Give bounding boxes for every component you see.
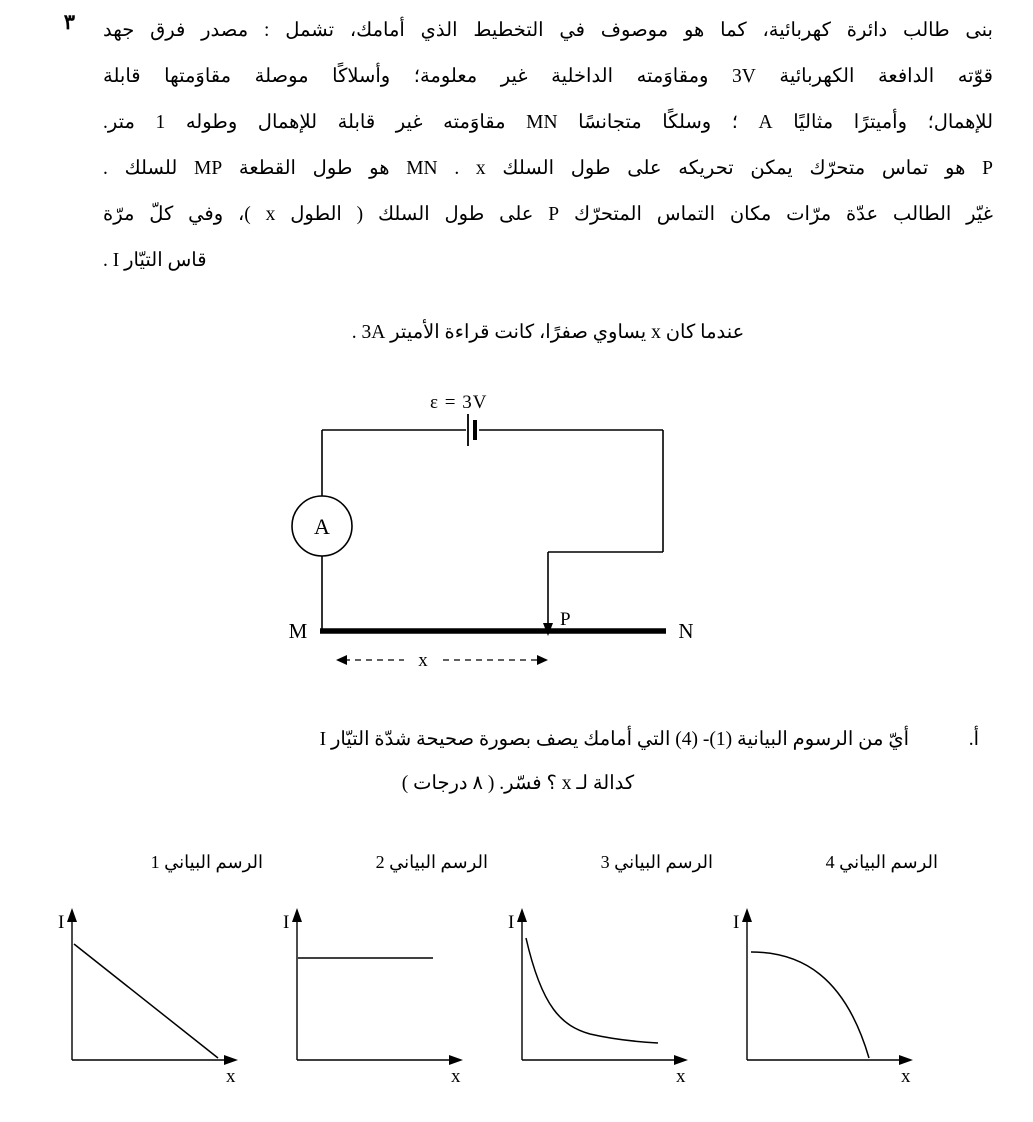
emf-label: ε = 3V <box>430 392 488 413</box>
question-line-5: غيّر الطالب عدّة مرّات مكان التماس المتحرّك P على طول السلك ( الطول x )، وفي كلّ مرّة <box>103 204 994 225</box>
part-a-line1: أيّ من الرسوم البيانية (1)- (4) التي أمامك يصف بصورة صحيحة شدّة التيّار I <box>319 729 909 750</box>
question-number: ٣ <box>63 10 75 34</box>
graph-1-plot <box>30 880 263 1090</box>
question-line-1: بنى طالب دائرة كهربائية، كما هو موصوف في التخطيط الذي أمامك، تشمل : مصدر فرق جهد <box>103 20 993 41</box>
length-x-label: x <box>418 650 428 671</box>
graph-3-xlabel: x <box>676 1066 686 1087</box>
ammeter-label: A <box>314 514 330 539</box>
graph-4-ylabel: I <box>733 912 740 933</box>
question-line-4: P هو تماس متحرّك يمكن تحريكه على طول السلك MN . x هو طول القطعة MP للسلك . <box>103 158 993 179</box>
graph-1-ylabel: I <box>58 912 65 933</box>
question-text <box>103 8 993 284</box>
graph-4-caption: الرسم البياني 4 <box>825 852 938 872</box>
graph-3 <box>480 852 713 1092</box>
question-line-3: للإهمال؛ وأميترًا مثاليًا A ؛ وسلكًا متجانسًا MN مقاوَمته غير قابلة للإهمال وطوله 1 متر. <box>103 112 994 133</box>
node-m-label: M <box>288 619 308 643</box>
graph-2-xlabel: x <box>451 1066 461 1087</box>
graph-4 <box>705 852 938 1092</box>
circuit-diagram <box>0 380 1033 680</box>
graphs-row <box>0 852 1033 1102</box>
node-p-label: P <box>560 609 571 630</box>
graph-3-plot <box>480 880 713 1090</box>
question-line-6: قاس التيّار I . <box>103 250 207 271</box>
node-n-label: N <box>678 619 694 643</box>
graph-2-plot <box>255 880 488 1090</box>
graph-2-caption: الرسم البياني 2 <box>375 852 488 872</box>
part-a-line2: كدالة لـ x ؟ فسّر. ( ٨ درجات ) <box>401 773 635 794</box>
graph-4-plot <box>705 880 938 1090</box>
graph-1-caption: الرسم البياني 1 <box>150 852 263 872</box>
question-line-2: قوّته الدافعة الكهربائية 3V ومقاوَمته الداخلية غير معلومة؛ وأسلاكًا موصلة مقاوَمتها قابلة <box>103 66 993 87</box>
graph-1-xlabel: x <box>226 1066 236 1087</box>
graph-2-ylabel: I <box>283 912 290 933</box>
part-a-text <box>103 718 993 806</box>
graph-3-ylabel: I <box>508 912 515 933</box>
question-zero-case: عندما كان x يساوي صفرًا، كانت قراءة الأميتر 3A . <box>351 322 745 343</box>
part-a-marker: أ. <box>968 729 979 750</box>
graph-4-xlabel: x <box>901 1066 911 1087</box>
graph-2 <box>255 852 488 1092</box>
graph-1 <box>30 852 263 1092</box>
graph-3-caption: الرسم البياني 3 <box>600 852 713 872</box>
part-a-row1 <box>103 718 993 762</box>
